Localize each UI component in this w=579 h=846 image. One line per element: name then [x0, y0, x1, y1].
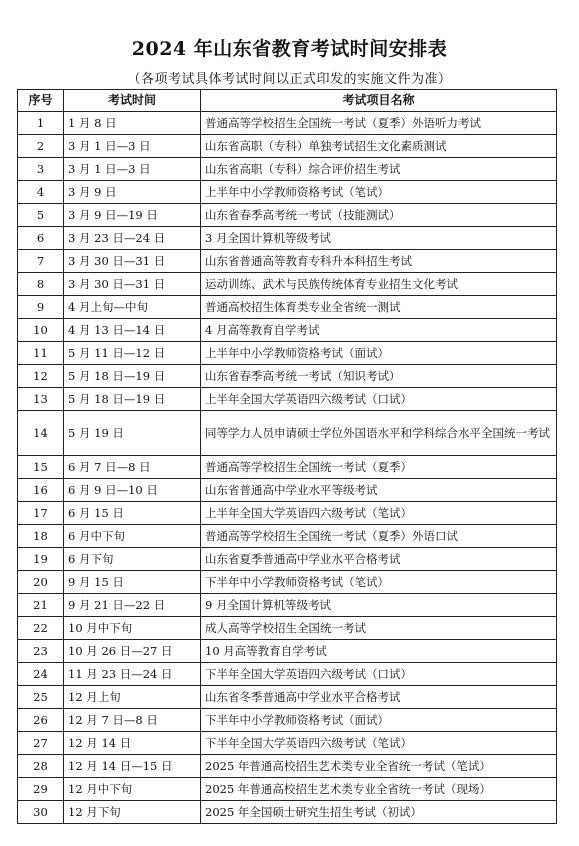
row-exam-name: 2025 年普通高校招生艺术类专业全省统一考试（现场）	[201, 778, 557, 801]
row-exam-time: 3 月 9 日—19 日	[64, 204, 201, 227]
row-exam-time: 4 月上旬—中旬	[64, 296, 201, 319]
row-number: 30	[18, 801, 64, 824]
header-exam-name: 考试项目名称	[201, 90, 557, 112]
row-exam-name: 2025 年普通高校招生艺术类专业全省统一考试（笔试）	[201, 755, 557, 778]
row-exam-name: 普通高校招生体育类专业全省统一测试	[201, 296, 557, 319]
row-number: 20	[18, 571, 64, 594]
row-exam-name: 山东省夏季普通高中学业水平合格考试	[201, 548, 557, 571]
row-exam-time: 6 月中下旬	[64, 525, 201, 548]
table-row	[18, 801, 557, 824]
table-row	[18, 594, 557, 617]
row-exam-time: 6 月 7 日—8 日	[64, 456, 201, 479]
row-exam-name: 山东省普通高等教育专科升本科招生考试	[201, 250, 557, 273]
row-exam-name: 山东省高职（专科）单独考试招生文化素质测试	[201, 135, 557, 158]
row-exam-name: 3 月全国计算机等级考试	[201, 227, 557, 250]
row-exam-name: 普通高等学校招生全国统一考试（夏季）外语听力考试	[201, 112, 557, 135]
table-row	[18, 273, 557, 296]
row-number: 11	[18, 342, 64, 365]
row-exam-name: 上半年全国大学英语四六级考试（笔试）	[201, 502, 557, 525]
row-number: 18	[18, 525, 64, 548]
table-row	[18, 778, 557, 801]
row-number: 25	[18, 686, 64, 709]
table-row	[18, 388, 557, 411]
table-row	[18, 548, 557, 571]
row-exam-name: 9 月全国计算机等级考试	[201, 594, 557, 617]
table-row	[18, 181, 557, 204]
table-body	[18, 112, 557, 824]
table-row	[18, 663, 557, 686]
row-exam-name: 下半年中小学教师资格考试（面试）	[201, 709, 557, 732]
row-number: 21	[18, 594, 64, 617]
table-row	[18, 112, 557, 135]
row-exam-time: 12 月 14 日—15 日	[64, 755, 201, 778]
table-row	[18, 158, 557, 181]
row-number: 22	[18, 617, 64, 640]
table-row	[18, 571, 557, 594]
row-number: 12	[18, 365, 64, 388]
row-exam-name: 运动训练、武术与民族传统体育专业招生文化考试	[201, 273, 557, 296]
table-row	[18, 755, 557, 778]
row-number: 19	[18, 548, 64, 571]
row-exam-name: 山东省冬季普通高中学业水平合格考试	[201, 686, 557, 709]
row-exam-time: 3 月 9 日	[64, 181, 201, 204]
table-row	[18, 250, 557, 273]
row-number: 27	[18, 732, 64, 755]
table-row	[18, 319, 557, 342]
row-exam-name: 山东省普通高中学业水平等级考试	[201, 479, 557, 502]
row-exam-time: 3 月 23 日—24 日	[64, 227, 201, 250]
row-exam-name: 普通高等学校招生全国统一考试（夏季）	[201, 456, 557, 479]
row-number: 16	[18, 479, 64, 502]
row-exam-name: 2025 年全国硕士研究生招生考试（初试）	[201, 801, 557, 824]
row-exam-name: 山东省春季高考统一考试（技能测试）	[201, 204, 557, 227]
row-exam-time: 3 月 1 日—3 日	[64, 135, 201, 158]
row-exam-time: 12 月下旬	[64, 801, 201, 824]
row-exam-name: 上半年中小学教师资格考试（笔试）	[201, 181, 557, 204]
row-exam-time: 12 月 14 日	[64, 732, 201, 755]
row-exam-name: 下半年全国大学英语四六级考试（口试）	[201, 663, 557, 686]
row-number: 28	[18, 755, 64, 778]
row-exam-time: 3 月 1 日—3 日	[64, 158, 201, 181]
row-number: 10	[18, 319, 64, 342]
row-exam-time: 5 月 18 日—19 日	[64, 388, 201, 411]
table-row	[18, 502, 557, 525]
header-number: 序号	[18, 90, 64, 112]
row-exam-time: 3 月 30 日—31 日	[64, 250, 201, 273]
row-exam-time: 6 月 9 日—10 日	[64, 479, 201, 502]
table-row	[18, 296, 557, 319]
row-exam-name: 山东省春季高考统一考试（知识考试）	[201, 365, 557, 388]
row-number: 24	[18, 663, 64, 686]
row-number: 2	[18, 135, 64, 158]
row-exam-time: 4 月 13 日—14 日	[64, 319, 201, 342]
table-row	[18, 686, 557, 709]
row-number: 5	[18, 204, 64, 227]
page-title: 2024 年山东省教育考试时间安排表	[131, 38, 448, 60]
table-row	[18, 525, 557, 548]
row-exam-name: 同等学力人员申请硕士学位外国语水平和学科综合水平全国统一考试	[201, 411, 557, 456]
table-row	[18, 227, 557, 250]
table-header-row	[18, 90, 557, 112]
row-exam-name: 普通高等学校招生全国统一考试（夏季）外语口试	[201, 525, 557, 548]
row-exam-time: 12 月 7 日—8 日	[64, 709, 201, 732]
row-exam-time: 12 月中下旬	[64, 778, 201, 801]
row-number: 29	[18, 778, 64, 801]
header-exam-time: 考试时间	[64, 90, 201, 112]
table-row	[18, 456, 557, 479]
row-number: 8	[18, 273, 64, 296]
row-exam-name: 成人高等学校招生全国统一考试	[201, 617, 557, 640]
row-exam-time: 5 月 11 日—12 日	[64, 342, 201, 365]
exam-schedule-table	[17, 89, 557, 824]
table-row	[18, 204, 557, 227]
row-number: 13	[18, 388, 64, 411]
table-row	[18, 732, 557, 755]
row-exam-time: 10 月中下旬	[64, 617, 201, 640]
row-exam-time: 11 月 23 日—24 日	[64, 663, 201, 686]
row-number: 1	[18, 112, 64, 135]
page-subtitle: （各项考试具体考试时间以正式印发的实施文件为准）	[127, 72, 452, 87]
row-exam-time: 10 月 26 日—27 日	[64, 640, 201, 663]
row-exam-time: 5 月 18 日—19 日	[64, 365, 201, 388]
table-row	[18, 640, 557, 663]
row-number: 9	[18, 296, 64, 319]
row-exam-time: 9 月 15 日	[64, 571, 201, 594]
row-exam-time: 3 月 30 日—31 日	[64, 273, 201, 296]
row-exam-time: 6 月 15 日	[64, 502, 201, 525]
table-row	[18, 135, 557, 158]
row-exam-name: 上半年全国大学英语四六级考试（口试）	[201, 388, 557, 411]
row-exam-time: 6 月下旬	[64, 548, 201, 571]
row-number: 17	[18, 502, 64, 525]
row-exam-name: 山东省高职（专科）综合评价招生考试	[201, 158, 557, 181]
row-number: 7	[18, 250, 64, 273]
row-exam-name: 下半年全国大学英语四六级考试（笔试）	[201, 732, 557, 755]
table-row	[18, 617, 557, 640]
row-exam-time: 1 月 8 日	[64, 112, 201, 135]
row-number: 26	[18, 709, 64, 732]
table-row	[18, 365, 557, 388]
row-exam-time: 12 月上旬	[64, 686, 201, 709]
row-exam-name: 下半年中小学教师资格考试（笔试）	[201, 571, 557, 594]
row-exam-name: 上半年中小学教师资格考试（面试）	[201, 342, 557, 365]
table-row	[18, 342, 557, 365]
row-exam-time: 5 月 19 日	[64, 411, 201, 456]
row-number: 3	[18, 158, 64, 181]
row-number: 6	[18, 227, 64, 250]
table-row	[18, 411, 557, 456]
row-exam-name: 10 月高等教育自学考试	[201, 640, 557, 663]
row-exam-time: 9 月 21 日—22 日	[64, 594, 201, 617]
row-number: 15	[18, 456, 64, 479]
row-number: 23	[18, 640, 64, 663]
table-row	[18, 479, 557, 502]
row-number: 4	[18, 181, 64, 204]
row-exam-name: 4 月高等教育自学考试	[201, 319, 557, 342]
row-number: 14	[18, 411, 64, 456]
table-row	[18, 709, 557, 732]
